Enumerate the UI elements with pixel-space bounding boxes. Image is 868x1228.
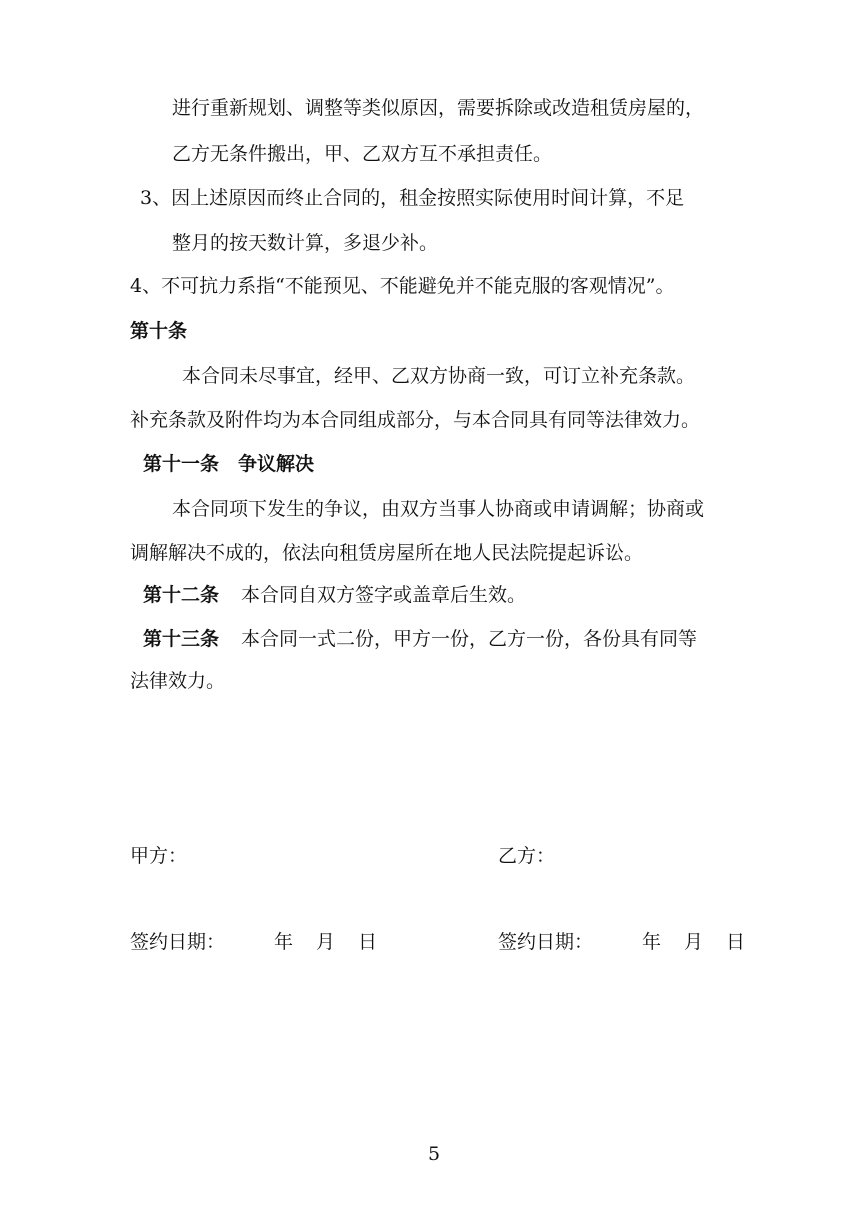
article-10-heading: 第十条 [130, 320, 188, 342]
party-a-date-year: 年 [274, 931, 294, 953]
clause-line-1: 进行重新规划、调整等类似原因，需要拆除或改造租赁房屋的， [172, 97, 705, 119]
article-13-text: 本合同一式二份，甲方一份，乙方一份，各份具有同等 [241, 628, 698, 650]
clause-line-2: 乙方无条件搬出，甲、乙双方互不承担责任。 [172, 143, 553, 165]
clause-item-3-line-1: 3、因上述原因而终止合同的，租金按照实际使用时间计算，不足 [140, 187, 685, 209]
page-number: 5 [427, 1143, 441, 1165]
article-13-heading: 第十三条 [143, 628, 220, 650]
party-b-label: 乙方： [498, 845, 556, 867]
article-11-paragraph-line-2: 调解解决不成的，依法向租赁房屋所在地人民法院提起诉讼。 [130, 542, 644, 564]
article-10-paragraph-line-1: 本合同未尽事宜，经甲、乙双方协商一致，可订立补充条款。 [182, 365, 696, 387]
party-a-label: 甲方： [130, 845, 188, 867]
party-b-date-year: 年 [642, 931, 662, 953]
party-b-date-month: 月 [684, 931, 704, 953]
party-b-date-day: 日 [726, 931, 746, 953]
article-12-heading: 第十二条 [143, 584, 220, 606]
article-12 [143, 583, 526, 607]
article-11-heading: 第十一条 争议解决 [143, 453, 315, 475]
clause-item-4: 4、不可抗力系指“不能预见、不能避免并不能克服的客观情况”。 [130, 275, 675, 297]
clause-item-3-line-2: 整月的按天数计算，多退少补。 [172, 232, 439, 254]
party-b-date-label: 签约日期： [498, 931, 594, 953]
article-13-text-line-2: 法律效力。 [130, 670, 226, 692]
party-a-date-day: 日 [358, 931, 378, 953]
article-11-paragraph-line-1: 本合同项下发生的争议，由双方当事人协商或申请调解；协商或 [172, 498, 705, 520]
article-12-text: 本合同自双方签字或盖章后生效。 [241, 584, 527, 606]
party-a-date-label: 签约日期： [130, 931, 226, 953]
article-10-paragraph-line-2: 补充条款及附件均为本合同组成部分，与本合同具有同等法律效力。 [130, 409, 701, 431]
article-13 [143, 627, 697, 651]
party-a-date-month: 月 [316, 931, 336, 953]
